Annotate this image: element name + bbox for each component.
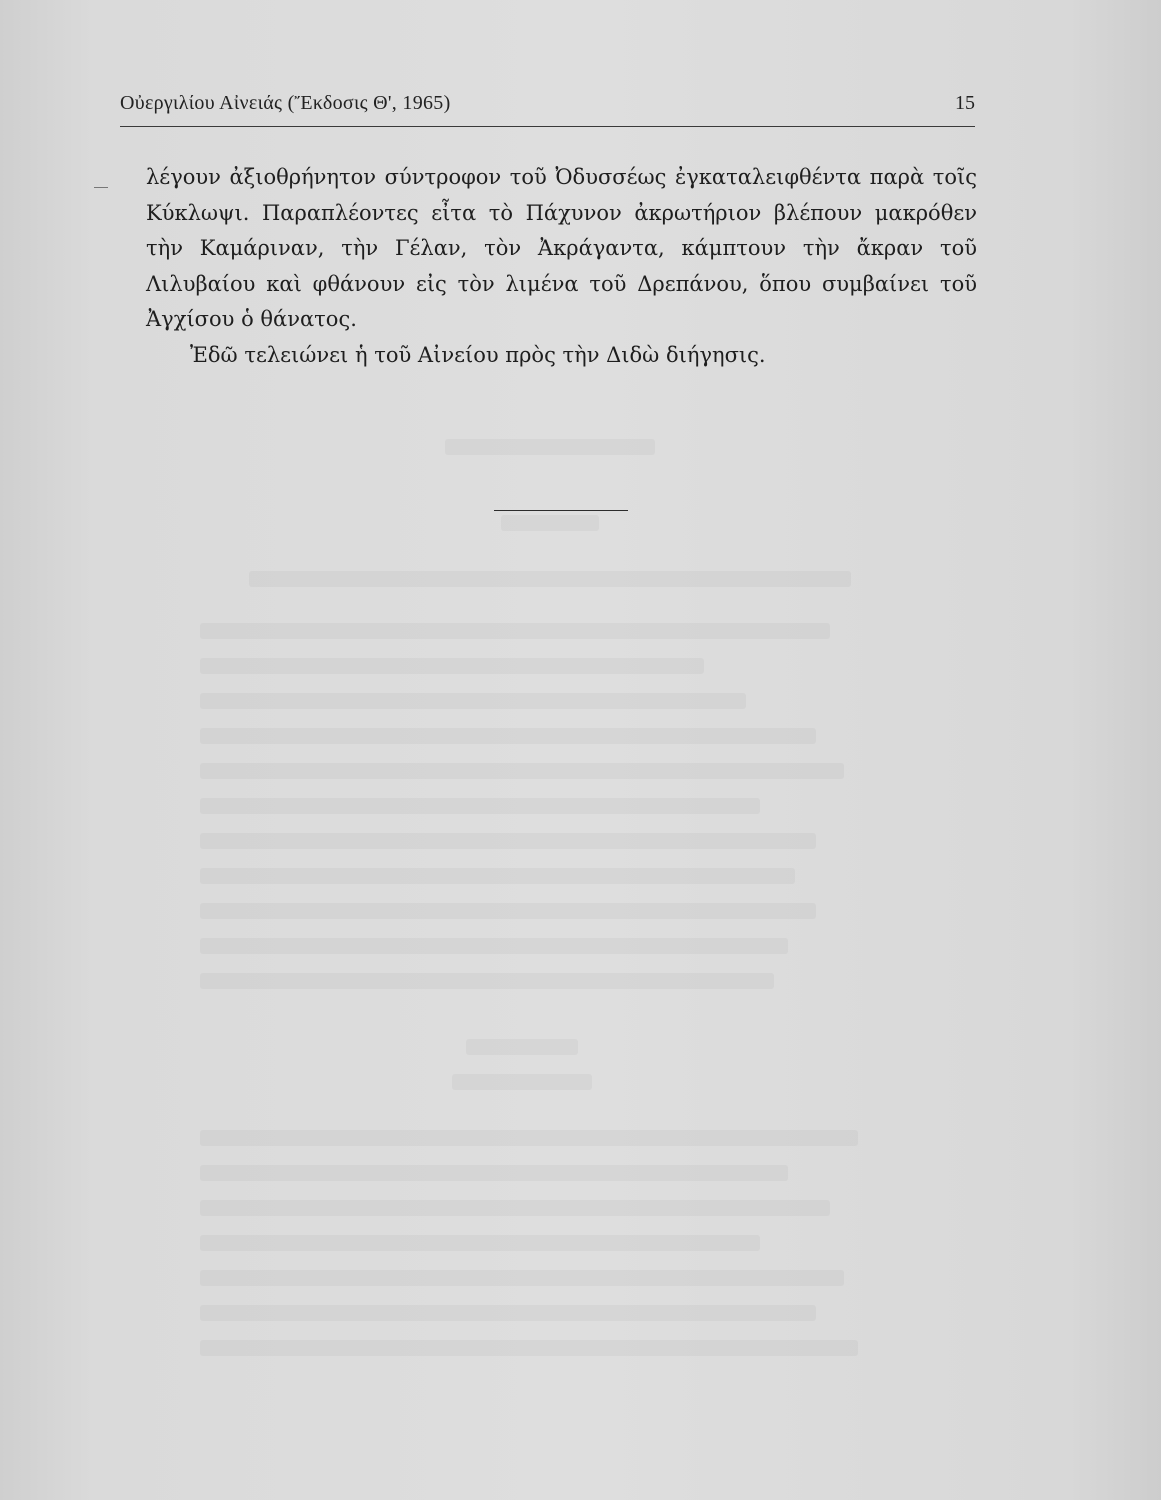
header-rule xyxy=(120,126,975,127)
margin-mark xyxy=(94,187,108,188)
page-number: 15 xyxy=(955,92,975,114)
running-title: Οὐεργιλίου Αἰνειάς (Ἔκδοσις Θ', 1965) xyxy=(120,92,451,114)
paragraph: Ἐδῶ τελειώνει ἡ τοῦ Αἰνείου πρὸς τὴν Διδὼ διήγησις. xyxy=(190,342,766,367)
bleed-through-impression xyxy=(200,420,900,1420)
paragraph: λέγουν ἀξιοθρήνητον σύντροφον τοῦ Ὀδυσσέως ἐγκαταλειφθέντα παρὰ τοῖς Κύκλωψι. Παραπλέοντες εἶτα τὸ Πάχυνον ἀκρωτήριον βλέπουν μακρόθεν τὴν Καμάριναν, τὴν Γέλαν, τὸν Ἀκράγαντα, κάμπτουν τὴν ἄκραν τοῦ Λιλυβαίου καὶ φθάνουν εἰς τὸν λιμένα τοῦ Δρεπάνου, ὅπου συμβαίνει τοῦ Ἀγχίσου ὁ θάνατος. xyxy=(146,165,977,331)
body-text xyxy=(146,160,977,373)
page-header xyxy=(120,92,975,122)
section-end-rule xyxy=(494,510,628,511)
